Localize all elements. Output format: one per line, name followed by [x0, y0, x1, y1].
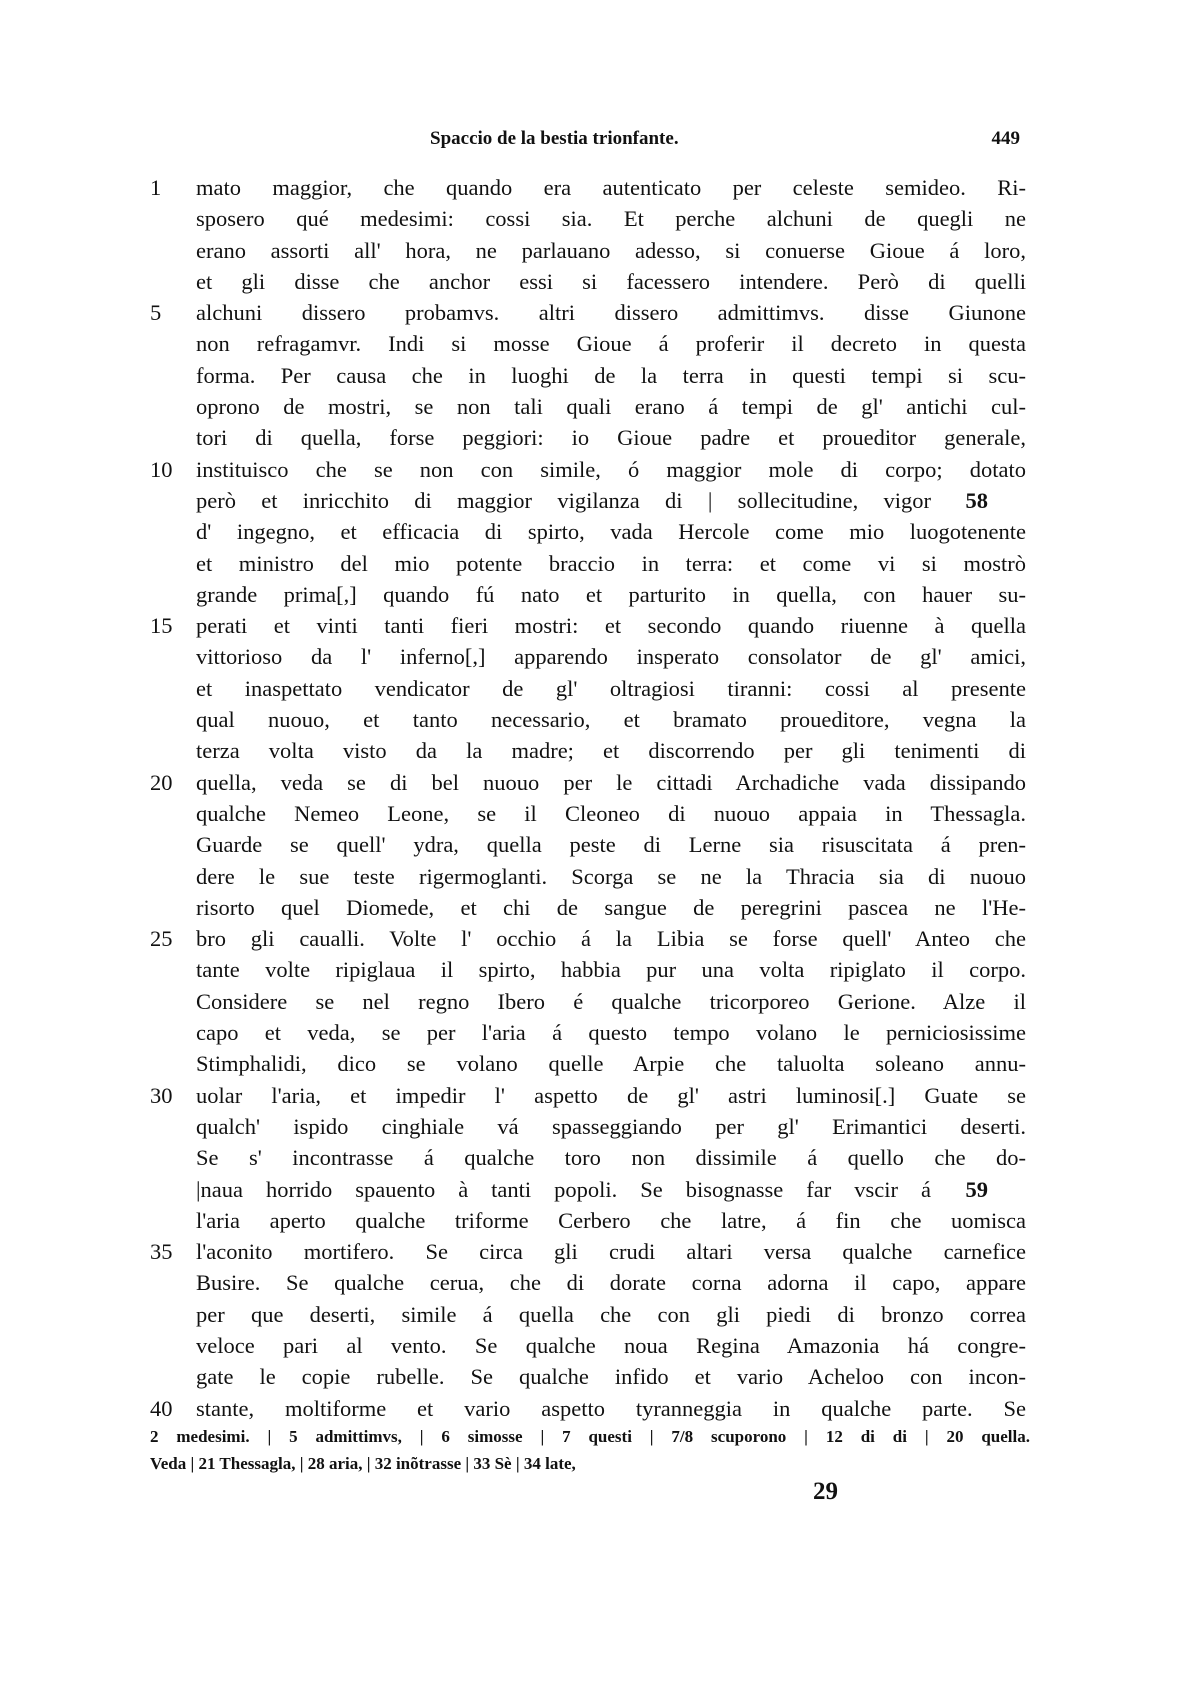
line-text: et inaspettato vendicator de gl' oltragiosi tiranni: cossi al presente	[196, 675, 1026, 701]
note-line: Veda | 21 Thessagla, | 28 aria, | 32 inõtrasse | 33 Sè | 34 late,	[150, 1454, 576, 1473]
critical-apparatus	[150, 1423, 1030, 1477]
text-line	[150, 235, 1030, 266]
line-number: 40	[150, 1395, 173, 1421]
text-line	[150, 923, 1030, 954]
text-line	[150, 454, 1030, 485]
text-line	[150, 297, 1030, 328]
line-text: mato maggior, che quando era autenticato per celeste semideo. Ri-	[196, 175, 1026, 200]
line-text: instituisco che se non con simile, ó maggior mole di corpo; dotato	[196, 456, 1026, 482]
line-number: 30	[150, 1082, 173, 1108]
note-line: 2 medesimi. | 5 admittimvs, | 6 simosse | 7 questi | 7/8 scuporono | 12 di di | 20 quella.	[150, 1427, 1030, 1446]
body-text	[150, 172, 1030, 1424]
text-line	[150, 328, 1030, 359]
margin-page-reference: 58	[965, 487, 988, 513]
line-text: perati et vinti tanti fieri mostri: et secondo quando riuenne à quella	[196, 613, 1026, 639]
text-line	[150, 1111, 1030, 1142]
text-line	[150, 954, 1030, 985]
text-line	[150, 1080, 1030, 1111]
line-text: l'aconito mortifero. Se circa gli crudi altari versa qualche carnefice	[196, 1239, 1026, 1265]
line-text: tori di quella, forse peggiori: io Gioue padre et proueditor generale,	[196, 425, 1026, 451]
line-text: erano assorti all' hora, ne parlauano adesso, si conuerse Gioue á loro,	[196, 237, 1026, 263]
text-line	[150, 203, 1030, 234]
text-line	[150, 548, 1030, 579]
text-line	[150, 1205, 1030, 1236]
line-number: 20	[150, 769, 173, 795]
line-text: qual nuouo, et tanto necessario, et bramato proueditore, vegna la	[196, 707, 1026, 733]
page-number: 449	[991, 128, 1020, 149]
line-text: Guarde se quell' ydra, quella peste di Lerne sia risuscitata á pren-	[196, 832, 1026, 858]
running-title: Spaccio de la bestia trionfante.	[430, 128, 679, 149]
text-line	[150, 767, 1030, 798]
line-text: alchuni dissero probamvs. altri dissero admittimvs. disse Giunone	[196, 300, 1026, 326]
line-number: 10	[150, 456, 173, 482]
text-line	[150, 798, 1030, 829]
text-line	[150, 892, 1030, 923]
text-line	[150, 1236, 1030, 1267]
text-line	[150, 1174, 1030, 1205]
line-text: uolar l'aria, et impedir l' aspetto de gl' astri luminosi[.] Guate se	[196, 1082, 1026, 1108]
text-line	[150, 1393, 1030, 1424]
line-text: Considere se nel regno Ibero é qualche tricorporeo Gerione. Alze il	[196, 988, 1026, 1014]
text-line	[150, 610, 1030, 641]
text-line	[150, 829, 1030, 860]
line-text: però et inricchito di maggior vigilanza di | sollecitudine, vigor	[196, 487, 931, 513]
line-text: Stimphalidi, dico se volano quelle Arpie che taluolta soleano annu-	[196, 1051, 1026, 1077]
line-text: forma. Per causa che in luoghi de la terra in questi tempi si scu-	[196, 362, 1026, 388]
text-line	[150, 579, 1030, 610]
line-text: quella, veda se di bel nuouo per le cittadi Archadiche vada dissipando	[196, 769, 1026, 795]
line-text: l'aria aperto qualche triforme Cerbero che latre, á fin che uomisca	[196, 1207, 1026, 1233]
margin-page-reference: 59	[965, 1176, 988, 1202]
text-line	[150, 986, 1030, 1017]
line-number: 35	[150, 1239, 173, 1265]
line-text: non refragamvr. Indi si mosse Gioue á proferir il decreto in questa	[196, 331, 1026, 357]
text-line	[150, 1299, 1030, 1330]
text-line	[150, 861, 1030, 892]
text-line	[150, 673, 1030, 704]
text-line	[150, 172, 1030, 203]
text-line	[150, 735, 1030, 766]
text-line	[150, 1017, 1030, 1048]
text-line	[150, 422, 1030, 453]
running-head	[190, 128, 1020, 158]
line-text: capo et veda, se per l'aria á questo tempo volano le perniciosissime	[196, 1020, 1026, 1046]
text-line	[150, 641, 1030, 672]
line-text: bro gli caualli. Volte l' occhio á la Libia se forse quell' Anteo che	[196, 926, 1026, 952]
line-number: 5	[150, 300, 162, 326]
text-line	[150, 266, 1030, 297]
line-text: qualch' ispido cinghiale vá spasseggiando per gl' Erimantici deserti.	[196, 1113, 1026, 1139]
line-number: 15	[150, 613, 173, 639]
line-text: Se s' incontrasse á qualche toro non dissimile á quello che do-	[196, 1145, 1026, 1171]
line-text: qualche Nemeo Leone, se il Cleoneo di nuouo appaia in Thessagla.	[196, 800, 1026, 826]
text-line	[150, 1361, 1030, 1392]
signature-mark: 29	[813, 1478, 838, 1505]
line-text: terza volta visto da la madre; et discorrendo per gli tenimenti di	[196, 738, 1026, 764]
line-text: stante, moltiforme et vario aspetto tyranneggia in qualche parte. Se	[196, 1395, 1026, 1421]
text-line	[150, 1142, 1030, 1173]
text-line	[150, 1048, 1030, 1079]
line-number: 1	[150, 175, 162, 200]
line-text: et ministro del mio potente braccio in terra: et come vi si mostrò	[196, 550, 1026, 576]
line-text: grande prima[,] quando fú nato et parturito in quella, con hauer su-	[196, 581, 1026, 607]
text-line	[150, 516, 1030, 547]
text-line	[150, 704, 1030, 735]
line-text: |naua horrido spauento à tanti popoli. Se bisognasse far vscir á	[196, 1176, 931, 1202]
text-line	[150, 360, 1030, 391]
line-text: Busire. Se qualche cerua, che di dorate corna adorna il capo, appare	[196, 1270, 1026, 1296]
line-text: risorto quel Diomede, et chi de sangue de peregrini pascea ne l'He-	[196, 894, 1026, 920]
line-text: sposero qué medesimi: cossi sia. Et perche alchuni de quegli ne	[196, 206, 1026, 232]
line-text: vittorioso da l' inferno[,] apparendo insperato consolator de gl' amici,	[196, 644, 1026, 670]
text-line	[150, 1330, 1030, 1361]
line-text: per que deserti, simile á quella che con gli piedi di bronzo correa	[196, 1301, 1026, 1327]
line-number: 25	[150, 926, 173, 952]
line-text: gate le copie rubelle. Se qualche infido et vario Acheloo con incon-	[196, 1364, 1026, 1390]
line-text: veloce pari al vento. Se qualche noua Regina Amazonia há congre-	[196, 1332, 1026, 1358]
text-line	[150, 1267, 1030, 1298]
text-line	[150, 391, 1030, 422]
line-text: oprono de mostri, se non tali quali erano á tempi de gl' antichi cul-	[196, 394, 1026, 420]
line-text: et gli disse che anchor essi si facessero intendere. Però di quelli	[196, 268, 1026, 294]
line-text: d' ingegno, et efficacia di spirto, vada Hercole come mio luogotenente	[196, 519, 1026, 545]
line-text: tante volte ripiglaua il spirto, habbia pur una volta ripiglato il corpo.	[196, 957, 1026, 983]
line-text: dere le sue teste rigermoglanti. Scorga se ne la Thracia sia di nuouo	[196, 863, 1026, 889]
text-line	[150, 485, 1030, 516]
